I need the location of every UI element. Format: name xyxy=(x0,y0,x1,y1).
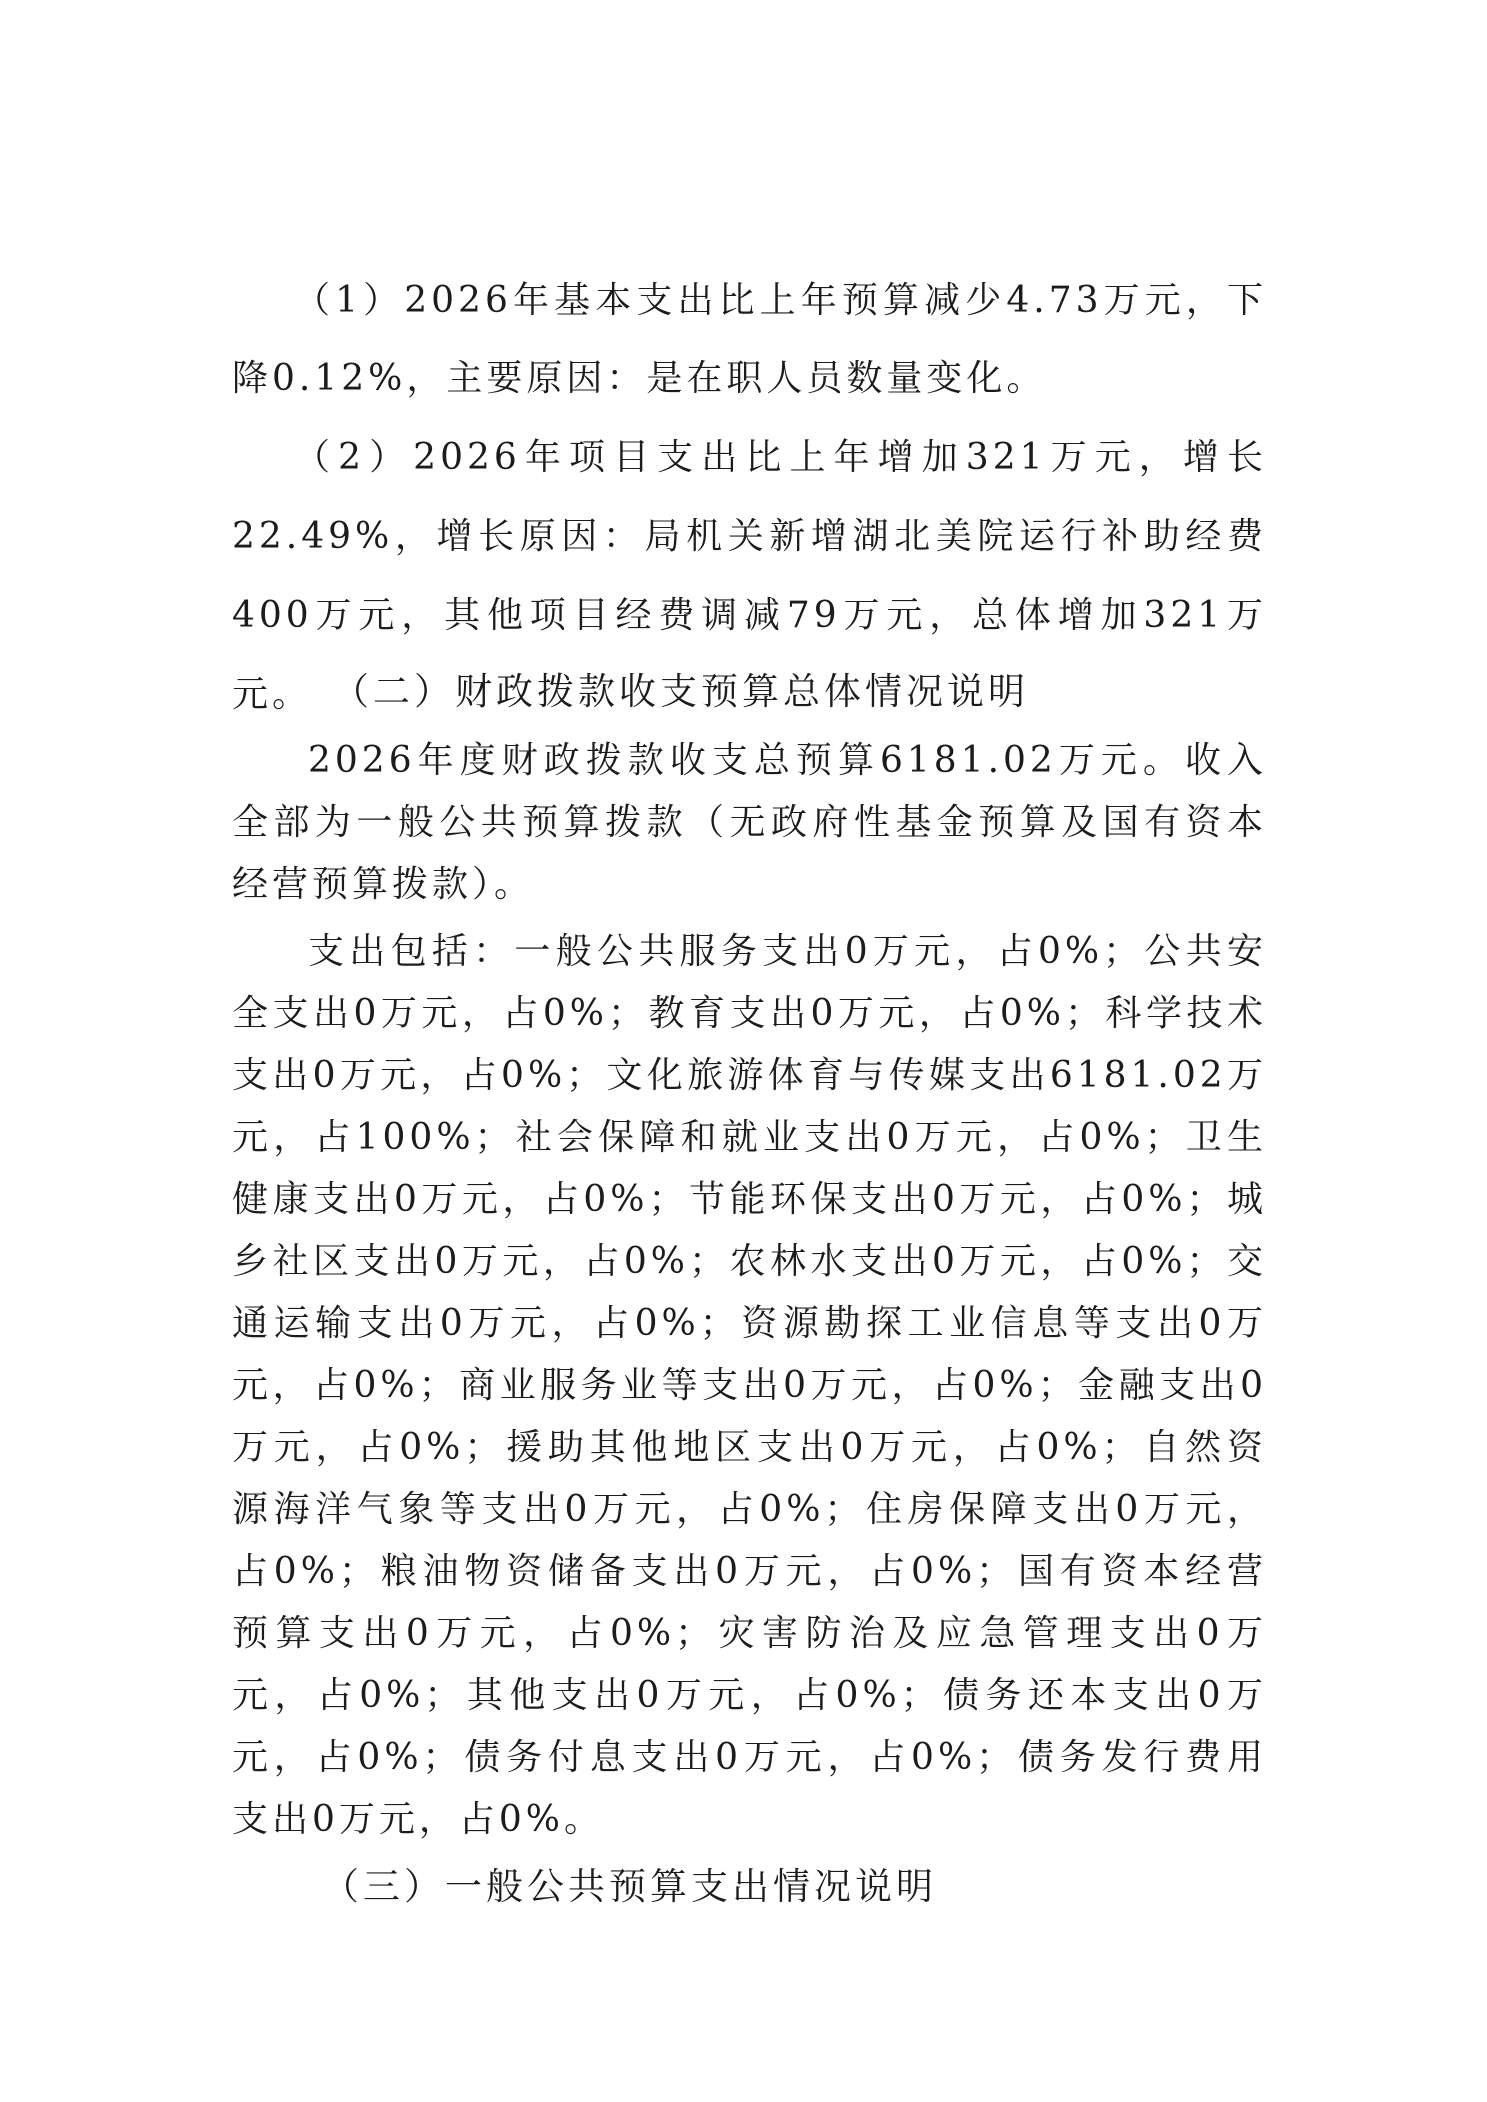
basic-expenditure-paragraph: （1）2026年基本支出比上年预算减少4.73万元，下降0.12%，主要原因：是在职人员数量变化。 xyxy=(232,280,1267,399)
project-expenditure-paragraph: （2）2026年项目支出比上年增加321万元，增长22.49%，增长原因：局机关新增湖北美院运行补助经费400万元，其他项目经费调减79万元，总体增加321万元。 xyxy=(232,437,1267,715)
fiscal-total-budget-paragraph: 2026年度财政拨款收支总预算6181.02万元。收入全部为一般公共预算拨款（无政府性基金预算及国有资本经营预算拨款）。 xyxy=(232,740,1267,905)
section-heading-general-public-budget: （三）一般公共预算支出情况说明 xyxy=(322,1865,937,1908)
section-heading-fiscal-overview: （二）财政拨款收支预算总体情况说明 xyxy=(332,670,1029,713)
expenditure-breakdown-paragraph: 支出包括：一般公共服务支出0万元，占0%；公共安全支出0万元，占0%；教育支出0万元，占0%；科学技术支出0万元，占0%；文化旅游体育与传媒支出6181.02万元，占100%；社会保障和就业支出0万元，占0%；卫生健康支出0万元，占0%；节能环保支出0万元，占0%；城乡社区支出0万元，占0%；农林水支出0万元，占0%；交通运输支出0万元，占0%；资源勘探工业信息等支出0万元，占0%；商业服务业等支出0万元，占0%；金融支出0万元，占0%；援助其他地区支出0万元，占0%；自然资源海洋气象等支出0万元，占0%；住房保障支出0万元，占0%；粮油物资储备支出0万元，占0%；国有资本经营预算支出0万元，占0%；灾害防治及应急管理支出0万元，占0%；其他支出0万元，占0%；债务还本支出0万元，占0%；债务付息支出0万元，占0%；债务发行费用支出0万元，占0%。 xyxy=(232,931,1267,1840)
